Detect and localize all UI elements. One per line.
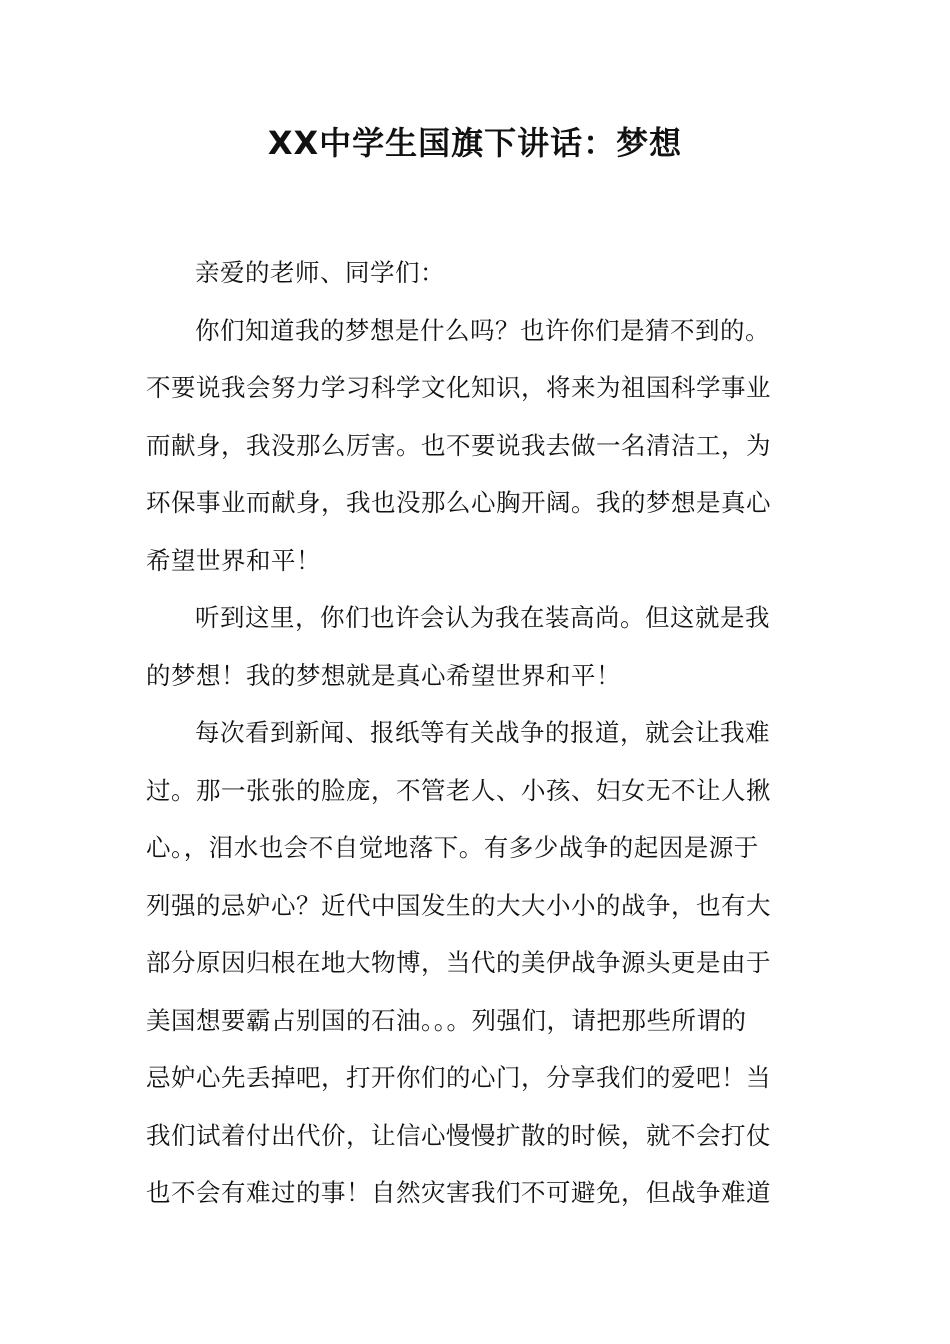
text-line: 希望世界和平！ xyxy=(146,545,321,575)
text-line: 环保事业而献身，我也没那么心胸开阔。我的梦想是真心 xyxy=(146,488,771,517)
speech-body xyxy=(146,244,810,1222)
page-title: XX中学生国旗下讲话：梦想 xyxy=(267,124,683,162)
text-line: 不要说我会努力学习科学文化知识，将来为祖国科学事业 xyxy=(146,373,771,402)
text-line: 心。，泪水也会不自觉地落下。有多少战争的起因是源于 xyxy=(146,833,759,862)
text-line: 你们知道我的梦想是什么吗？也许你们是猜不到的。 xyxy=(195,315,770,345)
text-line: 亲爱的老师、同学们： xyxy=(195,258,445,287)
text-line: 每次看到新闻、报纸等有关战争的报道，就会让我难 xyxy=(195,718,770,747)
text-line: 也不会有难过的事！自然灾害我们不可避免，但战争难道 xyxy=(146,1178,771,1207)
text-line: 列强的忌妒心？近代中国发生的大大小小的战争，也有大 xyxy=(146,890,771,920)
text-line: 的梦想！我的梦想就是真心希望世界和平！ xyxy=(146,660,621,690)
text-line: 我们试着付出代价，让信心慢慢扩散的时候，就不会打仗 xyxy=(146,1120,771,1150)
text-line: 听到这里，你们也许会认为我在装高尚。但这就是我 xyxy=(195,603,770,632)
text-line: 美国想要霸占别国的石油。。。列强们，请把那些所谓的 xyxy=(146,1005,747,1035)
text-line: 部分原因归根在地大物博，当代的美伊战争源头更是由于 xyxy=(146,948,771,977)
text-line: 过。那一张张的脸庞，不管老人、小孩、妇女无不让人揪 xyxy=(146,775,771,805)
text-line: 而献身，我没那么厉害。也不要说我去做一名清洁工，为 xyxy=(146,430,771,460)
text-line: 忌妒心先丢掉吧，打开你们的心门，分享我们的爱吧！当 xyxy=(146,1063,771,1092)
